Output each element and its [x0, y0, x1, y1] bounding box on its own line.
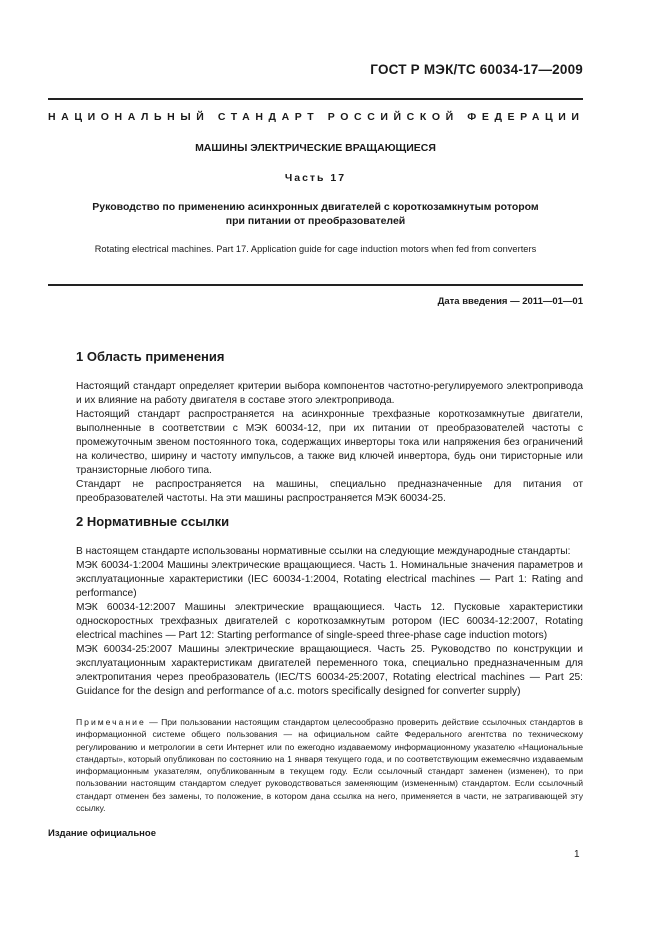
section-2-intro: В настоящем стандарте использованы нормативные ссылки на следующие международные стандарты: — [76, 546, 571, 557]
date-rule — [48, 284, 583, 286]
document-subtitle — [48, 200, 583, 228]
section-1-paragraph: Настоящий стандарт определяет критерии выбора компонентов частотно-регулируемого электропривода и их влияние на работу двигателя в составе этого электропривода. — [76, 381, 583, 406]
section-1-body — [76, 380, 583, 506]
section-2-heading: 2 Нормативные ссылки — [76, 514, 230, 529]
section-1-paragraph: Стандарт не распространяется на машины, специально предназначенные для питания от преобразователей частоты. На эти машины распространяется МЭК 60034-25. — [76, 479, 583, 504]
edition-label: Издание официальное — [48, 828, 156, 839]
note — [76, 716, 583, 814]
document-part: Часть 17 — [284, 172, 347, 184]
note-label: Примечание — [76, 717, 146, 727]
normative-reference: МЭК 60034-1:2004 Машины электрические вращающиеся. Часть 1. Номинальные значения параметров и эксплуатационные характеристики (IEC 60034-1:2004, Rotating electrical machines — Part 1: Rating and performance) — [76, 560, 583, 599]
english-title: Rotating electrical machines. Part 17. Application guide for cage induction motors when fed from converters — [94, 244, 537, 254]
section-1-paragraph: Настоящий стандарт распространяется на асинхронные трехфазные короткозамкнутые двигатели, выполненные в соответствии с МЭК 60034-12, при их питании от преобразователей частоты с промежуточным звеном постоянного тока, содержащих инверторы тока или напряжения без ограничений на количество, ширину и частоту импульсов, а также вид ключей инвертора, будь они тиристорные или транзисторные любого типа. — [76, 409, 583, 476]
page-number: 1 — [574, 849, 580, 860]
subtitle-line-1: Руководство по применению асинхронных двигателей с короткозамкнутым ротором — [92, 201, 539, 213]
national-standard-heading: НАЦИОНАЛЬНЫЙ СТАНДАРТ РОССИЙСКОЙ ФЕДЕРАЦИИ — [48, 111, 585, 123]
standard-id: ГОСТ Р МЭК/ТС 60034-17—2009 — [370, 62, 583, 77]
section-1-heading: 1 Область применения — [76, 349, 225, 364]
normative-reference: МЭК 60034-25:2007 Машины электрические вращающиеся. Часть 25. Руководство по конструкции и эксплуатационным характеристикам двигателей переменного тока, специально предназначенным для электропитания через преобразователь (IEC/TS 60034-25:2007, Rotating electrical machines — Part 25: Guidance for the design and performance of a.c. motors specifically designed for converter supply) — [76, 644, 583, 697]
subtitle-line-2: при питании от преобразователей — [225, 215, 406, 227]
note-text: — При пользовании настоящим стандартом целесообразно проверить действие ссылочных стандартов в информационной системе общего пользования — на официальном сайте Федерального агентства по техническому регулированию и метрологии в сети Интернет или по ежегодно издаваемому информационному указателю «Национальные стандарты», который опубликован по состоянию на 1 января текущего года, и по соответствующим ежемесячно издаваемым информационным указателям, опубликованным в текущем году. Если ссылочный стандарт заменен (изменен), то при пользовании настоящим стандартом следует руководствоваться заменяющим (измененным) стандартом. Если ссылочный стандарт отменен без замены, то положение, в котором дана ссылка на него, применяется в части, не затрагивающей эту ссылку. — [76, 717, 583, 814]
top-rule — [48, 98, 583, 100]
normative-reference: МЭК 60034-12:2007 Машины электрические вращающиеся. Часть 12. Пусковые характеристики односкоростных трехфазных двигателей с короткозамкнутым ротором (IEC 60034-12:2007, Rotating electrical machines — Part 12: Starting performance of single-speed three-phase cage induction motors) — [76, 602, 583, 641]
document-main-title: МАШИНЫ ЭЛЕКТРИЧЕСКИЕ ВРАЩАЮЩИЕСЯ — [195, 142, 436, 154]
introduction-date: Дата введения — 2011—01—01 — [437, 296, 583, 307]
section-2-body — [76, 545, 583, 699]
